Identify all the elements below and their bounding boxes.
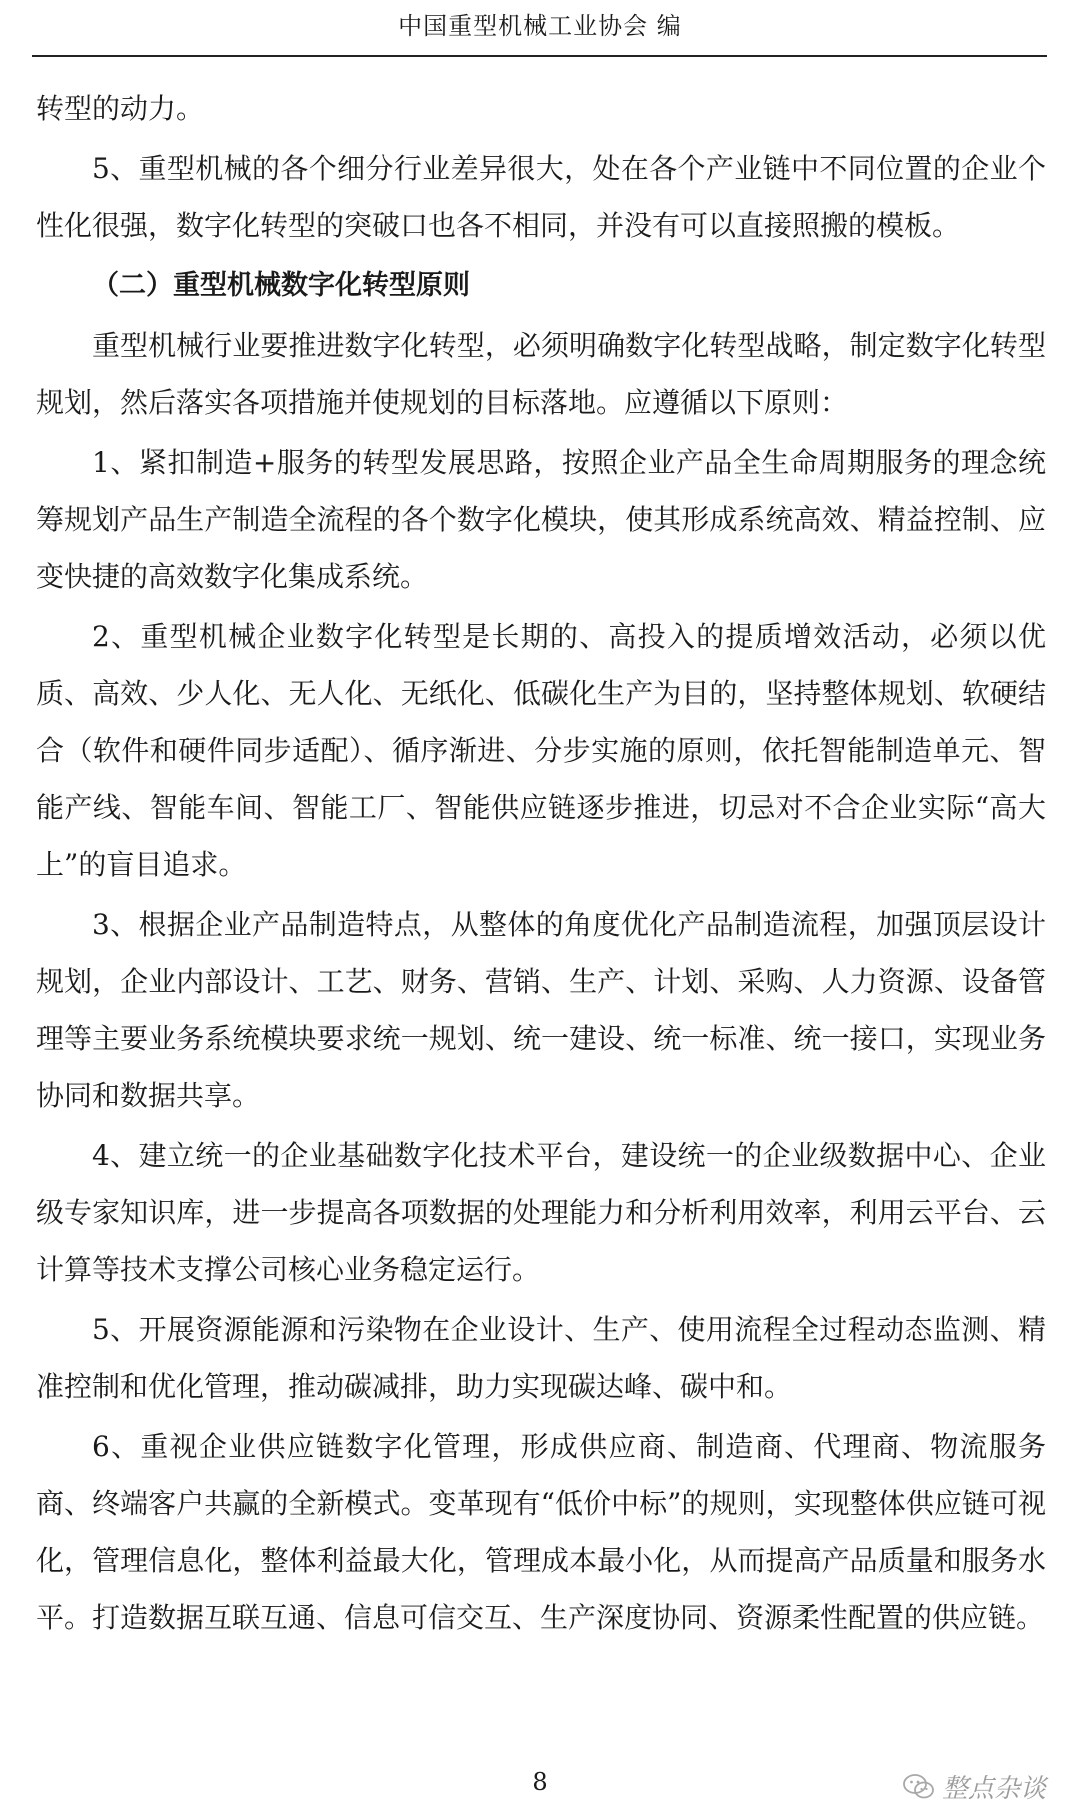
paragraph-intro: 重型机械行业要推进数字化转型，必须明确数字化转型战略，制定数字化转型规划，然后落实各项措施并使规划的目标落地。应遵循以下原则： — [36, 329, 1046, 419]
watermark — [902, 1768, 1046, 1805]
paragraph-principle-6: 6、重视企业供应链数字化管理，形成供应商、制造商、代理商、物流服务商、终端客户共赢的全新模式。变革现有“低价中标”的规则，实现整体供应链可视化，管理信息化，整体利益最大化，管理成本最小化，从而提高产品质量和服务水平。打造数据互联互通、信息可信交互、生产深度协同、资源柔性配置的供应链。 — [36, 1430, 1046, 1634]
header-title: 中国重型机械工业协会 编 — [398, 12, 682, 40]
page-header — [0, 0, 1080, 56]
header-divider — [32, 55, 1047, 57]
page-number: 8 — [532, 1768, 548, 1796]
wechat-icon — [902, 1773, 936, 1801]
paragraph-item-5-challenge: 5、重型机械的各个细分行业差异很大，处在各个产业链中不同位置的企业个性化很强，数字化转型的突破口也各不相同，并没有可以直接照搬的模板。 — [36, 152, 1046, 242]
watermark-text: 整点杂谈 — [941, 1774, 1046, 1804]
paragraph-continuation: 转型的动力。 — [36, 92, 205, 125]
section-heading: （二）重型机械数字化转型原则 — [92, 270, 470, 301]
paragraph-principle-3: 3、根据企业产品制造特点，从整体的角度优化产品制造流程，加强顶层设计规划，企业内部设计、工艺、财务、营销、生产、计划、采购、人力资源、设备管理等主要业务系统模块要求统一规划、统一建设、统一标准、统一接口，实现业务协同和数据共享。 — [36, 908, 1046, 1112]
paragraph-principle-1: 1、紧扣制造+服务的转型发展思路，按照企业产品全生命周期服务的理念统筹规划产品生产制造全流程的各个数字化模块，使其形成系统高效、精益控制、应变快捷的高效数字化集成系统。 — [36, 446, 1046, 593]
paragraph-principle-2: 2、重型机械企业数字化转型是长期的、高投入的提质增效活动，必须以优质、高效、少人化、无人化、无纸化、低碳化生产为目的，坚持整体规划、软硬结合（软件和硬件同步适配）、循序渐进、分步实施的原则，依托智能制造单元、智能产线、智能车间、智能工厂、智能供应链逐步推进，切忌对不合企业实际“高大上”的盲目追求。 — [36, 620, 1046, 881]
paragraph-principle-5: 5、开展资源能源和污染物在企业设计、生产、使用流程全过程动态监测、精准控制和优化管理，推动碳减排，助力实现碳达峰、碳中和。 — [36, 1313, 1046, 1403]
paragraph-principle-4: 4、建立统一的企业基础数字化技术平台，建设统一的企业级数据中心、企业级专家知识库，进一步提高各项数据的处理能力和分析利用效率，利用云平台、云计算等技术支撑公司核心业务稳定运行。 — [36, 1139, 1046, 1286]
document-body — [36, 80, 1046, 1649]
